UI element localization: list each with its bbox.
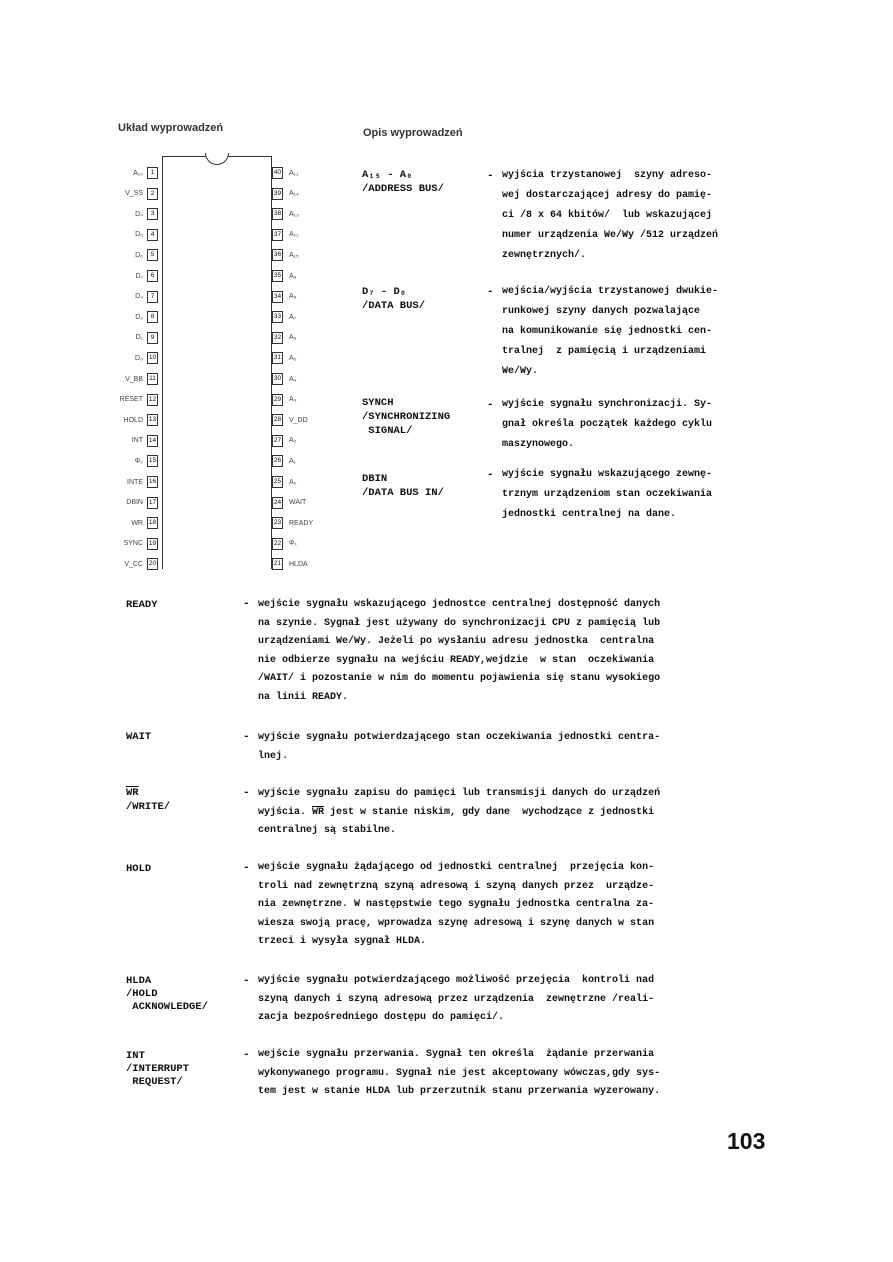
- pin-number: 17: [147, 497, 158, 509]
- pin-name: A₁₁: [289, 169, 299, 177]
- pin-row: [272, 414, 352, 425]
- pin-number: 15: [147, 455, 158, 467]
- signal-name: HOLD: [126, 863, 152, 875]
- pin-row: [272, 517, 352, 528]
- dash: -: [487, 399, 494, 411]
- pin-number: 29: [272, 394, 283, 406]
- pin-number: 22: [272, 538, 283, 550]
- pin-row: [272, 435, 352, 446]
- dash: -: [243, 787, 250, 799]
- signal-name: HLDA /HOLD ACKNOWLEDGE/: [126, 975, 208, 1013]
- pin-row: [105, 208, 161, 219]
- dash: -: [243, 598, 250, 610]
- pin-row: [272, 394, 352, 405]
- pin-name: A₇: [289, 313, 297, 321]
- pin-name: A₉: [289, 272, 297, 280]
- pin-name: Φ₁: [289, 540, 297, 548]
- pin-row: [105, 270, 161, 281]
- pin-name: V_SS: [125, 190, 143, 198]
- pin-name: A₆: [289, 334, 297, 342]
- pin-row: [105, 332, 161, 343]
- dash: -: [243, 731, 250, 743]
- pin-name: D₃: [135, 293, 143, 301]
- pin-number: 34: [272, 291, 283, 303]
- pin-row: [272, 270, 352, 281]
- pin-number: 20: [147, 558, 158, 570]
- pin-row: [105, 435, 161, 446]
- signal-description: wejście sygnału wskazującego jednostce centralnej dostępność danych na szynie. Sygnał jest używany do synchronizacji CPU z pamięcią lub urządzeniami We/Wy. Jeżeli po wysłaniu adresu jednostka centralna nie odbierze sygnału na wejściu READY,wejdzie w stan oczekiwania /WAIT/ i pozostanie w nim do momentu pojawienia się stanu wysokiego na linii READY.: [258, 599, 661, 703]
- pin-number: 30: [272, 373, 283, 385]
- pin-number: 16: [147, 476, 158, 488]
- pin-row: [105, 188, 161, 199]
- pin-row: [272, 208, 352, 219]
- pin-name: A₅: [289, 354, 297, 362]
- pin-row: [105, 414, 161, 425]
- pin-number: 40: [272, 167, 283, 179]
- pin-row: [272, 373, 352, 384]
- signal-description: [258, 785, 660, 841]
- pin-row: [105, 476, 161, 487]
- pin-number: 33: [272, 311, 283, 323]
- pin-name: A₂: [289, 437, 297, 445]
- pin-name: D₅: [135, 231, 143, 239]
- pin-number: 31: [272, 352, 283, 364]
- pin-row: [272, 311, 352, 322]
- pin-name: READY: [289, 519, 314, 527]
- pin-name: D₁: [135, 334, 143, 342]
- pin-number: 18: [147, 517, 158, 529]
- description-part: jest w stanie niskim, gdy dane wychodzące z jednostki centralnej są stabilne.: [258, 806, 655, 836]
- pin-number: 23: [272, 517, 283, 529]
- pin-number: 21: [272, 558, 283, 570]
- pin-row: [105, 291, 161, 302]
- pin-number: 39: [272, 188, 283, 200]
- dash: -: [243, 862, 250, 874]
- signal-description: wejście sygnału żądającego od jednostki centralnej przejęcia kon- troli nad zewnętrzną szyną adresową i szyną danych przez urządze- nia zewnętrzne. W następstwie tego sygnału jednostka centralna za- wiesza swoją pracę, wprowadza szynę adresową i szynę danych w stan trzeci i wysyła sygnał HLDA.: [258, 862, 655, 947]
- pin-row: [105, 497, 161, 508]
- pinout-heading: Układ wyprowadzeń: [118, 122, 224, 134]
- pin-number: 2: [147, 188, 158, 200]
- pin-row: [105, 558, 161, 569]
- pin-row: [105, 394, 161, 405]
- pin-row: [272, 291, 352, 302]
- pin-name: A₄: [289, 375, 297, 383]
- pin-row: [272, 249, 352, 260]
- pin-number: 13: [147, 414, 158, 426]
- pin-number: 32: [272, 332, 283, 344]
- dash: -: [487, 286, 494, 298]
- pin-name: A₁₂: [289, 231, 299, 239]
- pin-name: A₃: [289, 396, 297, 404]
- pin-row: [272, 188, 352, 199]
- pin-name: Φ₂: [134, 457, 143, 465]
- pin-number: 4: [147, 229, 158, 241]
- pin-row: [272, 352, 352, 363]
- pin-number: 3: [147, 208, 158, 220]
- signal-name: INT /INTERRUPT REQUEST/: [126, 1050, 190, 1088]
- signal-description: wyjścia trzystanowej szyny adreso- wej dostarczającej adresy do pamię- ci /8 x 64 kbitów/ lub wskazującej numer urządzenia We/Wy /512 urządzeń zewnętrznych/.: [502, 170, 719, 261]
- pin-name: D₂: [135, 313, 143, 321]
- pin-name: RESET: [119, 396, 143, 404]
- pin-name: D₆: [135, 251, 143, 259]
- pin-number: 10: [147, 352, 158, 364]
- pin-number: 36: [272, 249, 283, 261]
- signal-name: A₁₅ - A₀ /ADDRESS BUS/: [362, 169, 444, 195]
- pin-number: 12: [147, 394, 158, 406]
- signal-description: wejście sygnału przerwania. Sygnał ten określa żądanie przerwania wykonywanego programu. Sygnał nie jest akceptowany wówczas,gdy sys- tem jest w stanie HLDA lub przerzutnik stanu przerwania wyzerowany.: [258, 1049, 661, 1097]
- pin-row: [272, 167, 352, 178]
- pin-number: 19: [147, 538, 158, 550]
- pin-number: 5: [147, 249, 158, 261]
- pin-number: 7: [147, 291, 158, 303]
- signal-name: D₇ - D₀ /DATA BUS/: [362, 286, 426, 312]
- pin-number: 1: [147, 167, 158, 179]
- pin-row: [272, 538, 352, 549]
- pin-name: HOLD: [123, 416, 143, 424]
- pin-name: V_DD: [289, 416, 308, 424]
- signal-name: READY: [126, 599, 158, 611]
- pin-number: 37: [272, 229, 283, 241]
- signal-description: wyjście sygnału synchronizacji. Sy- gnał określa początek każdego cyklu maszynowego.: [502, 399, 713, 450]
- pin-row: [105, 229, 161, 240]
- pin-number: 6: [147, 270, 158, 282]
- pin-row: [272, 455, 352, 466]
- pin-name: A₁₅: [289, 251, 299, 259]
- signal-description: wyjście sygnału potwierdzającego możliwość przejęcia kontroli nad szyną danych i szyną adresową przez urządzenia zewnętrzne /reali- zacja bezpośredniego dostępu do pamięci/.: [258, 975, 655, 1023]
- pin-row: [105, 352, 161, 363]
- pin-row: [105, 249, 161, 260]
- pin-row: [272, 332, 352, 343]
- pin-row: [105, 538, 161, 549]
- dash: -: [243, 975, 250, 987]
- pin-name: A₀: [289, 478, 297, 486]
- pin-row: [272, 558, 352, 569]
- signal-name: DBIN /DATA BUS IN/: [362, 473, 444, 499]
- dash: -: [487, 170, 494, 182]
- pin-row: [105, 373, 161, 384]
- pin-number: 25: [272, 476, 283, 488]
- page-number: 103: [727, 1128, 766, 1154]
- chip-package: [162, 156, 272, 569]
- signal-name: SYNCH /SYNCHRONIZING SIGNAL/: [362, 397, 451, 437]
- pin-name: A₁₄: [289, 190, 299, 198]
- pin-row: [105, 167, 161, 178]
- pin-name: A₁: [289, 457, 297, 465]
- pin-name: HLDA: [289, 560, 308, 568]
- description-overbar: $\overline{WR}$: [312, 806, 325, 818]
- pin-row: [272, 497, 352, 508]
- pin-number: 26: [272, 455, 283, 467]
- pin-row: [105, 455, 161, 466]
- dash: -: [243, 1049, 250, 1061]
- pin-number: 9: [147, 332, 158, 344]
- signal-name-overbar: $\overline{WR}$: [126, 787, 139, 799]
- pin-name: A₁₀: [133, 169, 143, 177]
- pin-number: 28: [272, 414, 283, 426]
- pin-name: A₁₃: [289, 210, 299, 218]
- pin-name: WR: [131, 519, 143, 527]
- pin-number: 8: [147, 311, 158, 323]
- pin-description-heading: Opis wyprowadzeń: [363, 127, 463, 139]
- pin-row: [105, 311, 161, 322]
- pin-row: [105, 517, 161, 528]
- description-part: wyjście sygnału zapisu do pamięci lub transmisji danych do urządzeń wyjścia.: [258, 788, 661, 818]
- pin-name: WAIT: [289, 499, 307, 507]
- pin-name: V_CC: [124, 560, 143, 568]
- pin-name: INTE: [127, 478, 143, 486]
- pin-name: DBIN: [126, 499, 143, 507]
- pin-number: 14: [147, 435, 158, 447]
- pin-name: D₇: [135, 272, 143, 280]
- signal-name: WAIT: [126, 731, 152, 743]
- signal-description: wyjście sygnału wskazującego zewnę- trznym urządzeniom stan oczekiwania jednostki centralnej na dane.: [502, 469, 713, 520]
- pin-name: INT: [131, 437, 143, 445]
- pin-number: 35: [272, 270, 283, 282]
- dash: -: [487, 469, 494, 481]
- pin-name: D₀: [135, 354, 143, 362]
- pin-name: D₄: [135, 210, 143, 218]
- signal-name: /WRITE/: [126, 801, 171, 813]
- pin-name: A₈: [289, 293, 297, 301]
- pin-row: [272, 476, 352, 487]
- signal-description: wejścia/wyjścia trzystanowej dwukie- runkowej szyny danych pozwalające na komunikowanie się jednostki cen- tralnej z pamięcią i urządzeniami We/Wy.: [502, 286, 719, 377]
- pin-number: 24: [272, 497, 283, 509]
- pin-number: 27: [272, 435, 283, 447]
- pin-name: V_BB: [125, 375, 143, 383]
- pin-number: 11: [147, 373, 158, 385]
- pin-row: [272, 229, 352, 240]
- signal-description: wyjście sygnału potwierdzającego stan oczekiwania jednostki centra- lnej.: [258, 732, 661, 762]
- pin-number: 38: [272, 208, 283, 220]
- pin-name: SYNC: [123, 540, 143, 548]
